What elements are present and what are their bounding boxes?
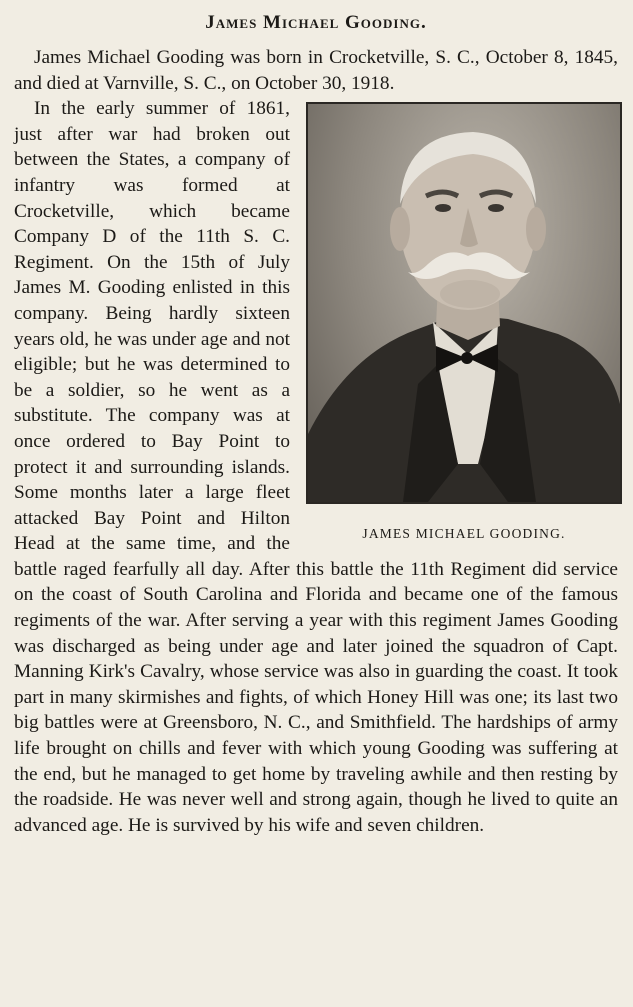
body-paragraph: In the early summer of 1861, just after war had broken out between the States, a company of infantry was formed at Crocketville, which became Company D of the 11th S. C. Regiment. On the 15th of July James M. Gooding enlisted in this company. Being hardly sixteen years old, he was under age and not eligible; but he was determined to be a soldier, so he went as a substitute. The company was at once ordered to Bay Point to protect it and surrounding islands. Some months later a large fleet attacked Bay Point and Hilton Head at the same time, and the battle raged fearfully all day. After this battle the 11th Regiment did service on the coast of South Carolina and Florida and became one of the famous regiments of the war. After serving a year with this regiment James Gooding was discharged as being under age and later joined the squadron of Capt. Manning Kirk's Cavalry, whose service was also in guarding the coast. It took part in many skirmishes and fights, of which Honey Hill was one; its last two big battles were at Greensboro, N. C., and Smithfield. The hardships of army life brought on chills and fever with which young Gooding was suffering at the end, but he managed to get home by traveling awhile and then resting by the roadside. He was never well and strong again, though he lived to quite an advanced age. He is survived by his wife and seven children. (14, 98, 618, 836)
portrait-photo (306, 102, 622, 504)
portrait-caption: JAMES MICHAEL GOODING. (362, 526, 566, 542)
portrait-figure (304, 102, 624, 542)
page-title: James Michael Gooding. (205, 12, 427, 33)
page (14, 10, 618, 838)
portrait-illustration (308, 104, 620, 502)
intro-paragraph: James Michael Gooding was born in Crocketville, S. C., October 8, 1845, and died at Varnville, S. C., on October 30, 1918. (14, 47, 618, 94)
